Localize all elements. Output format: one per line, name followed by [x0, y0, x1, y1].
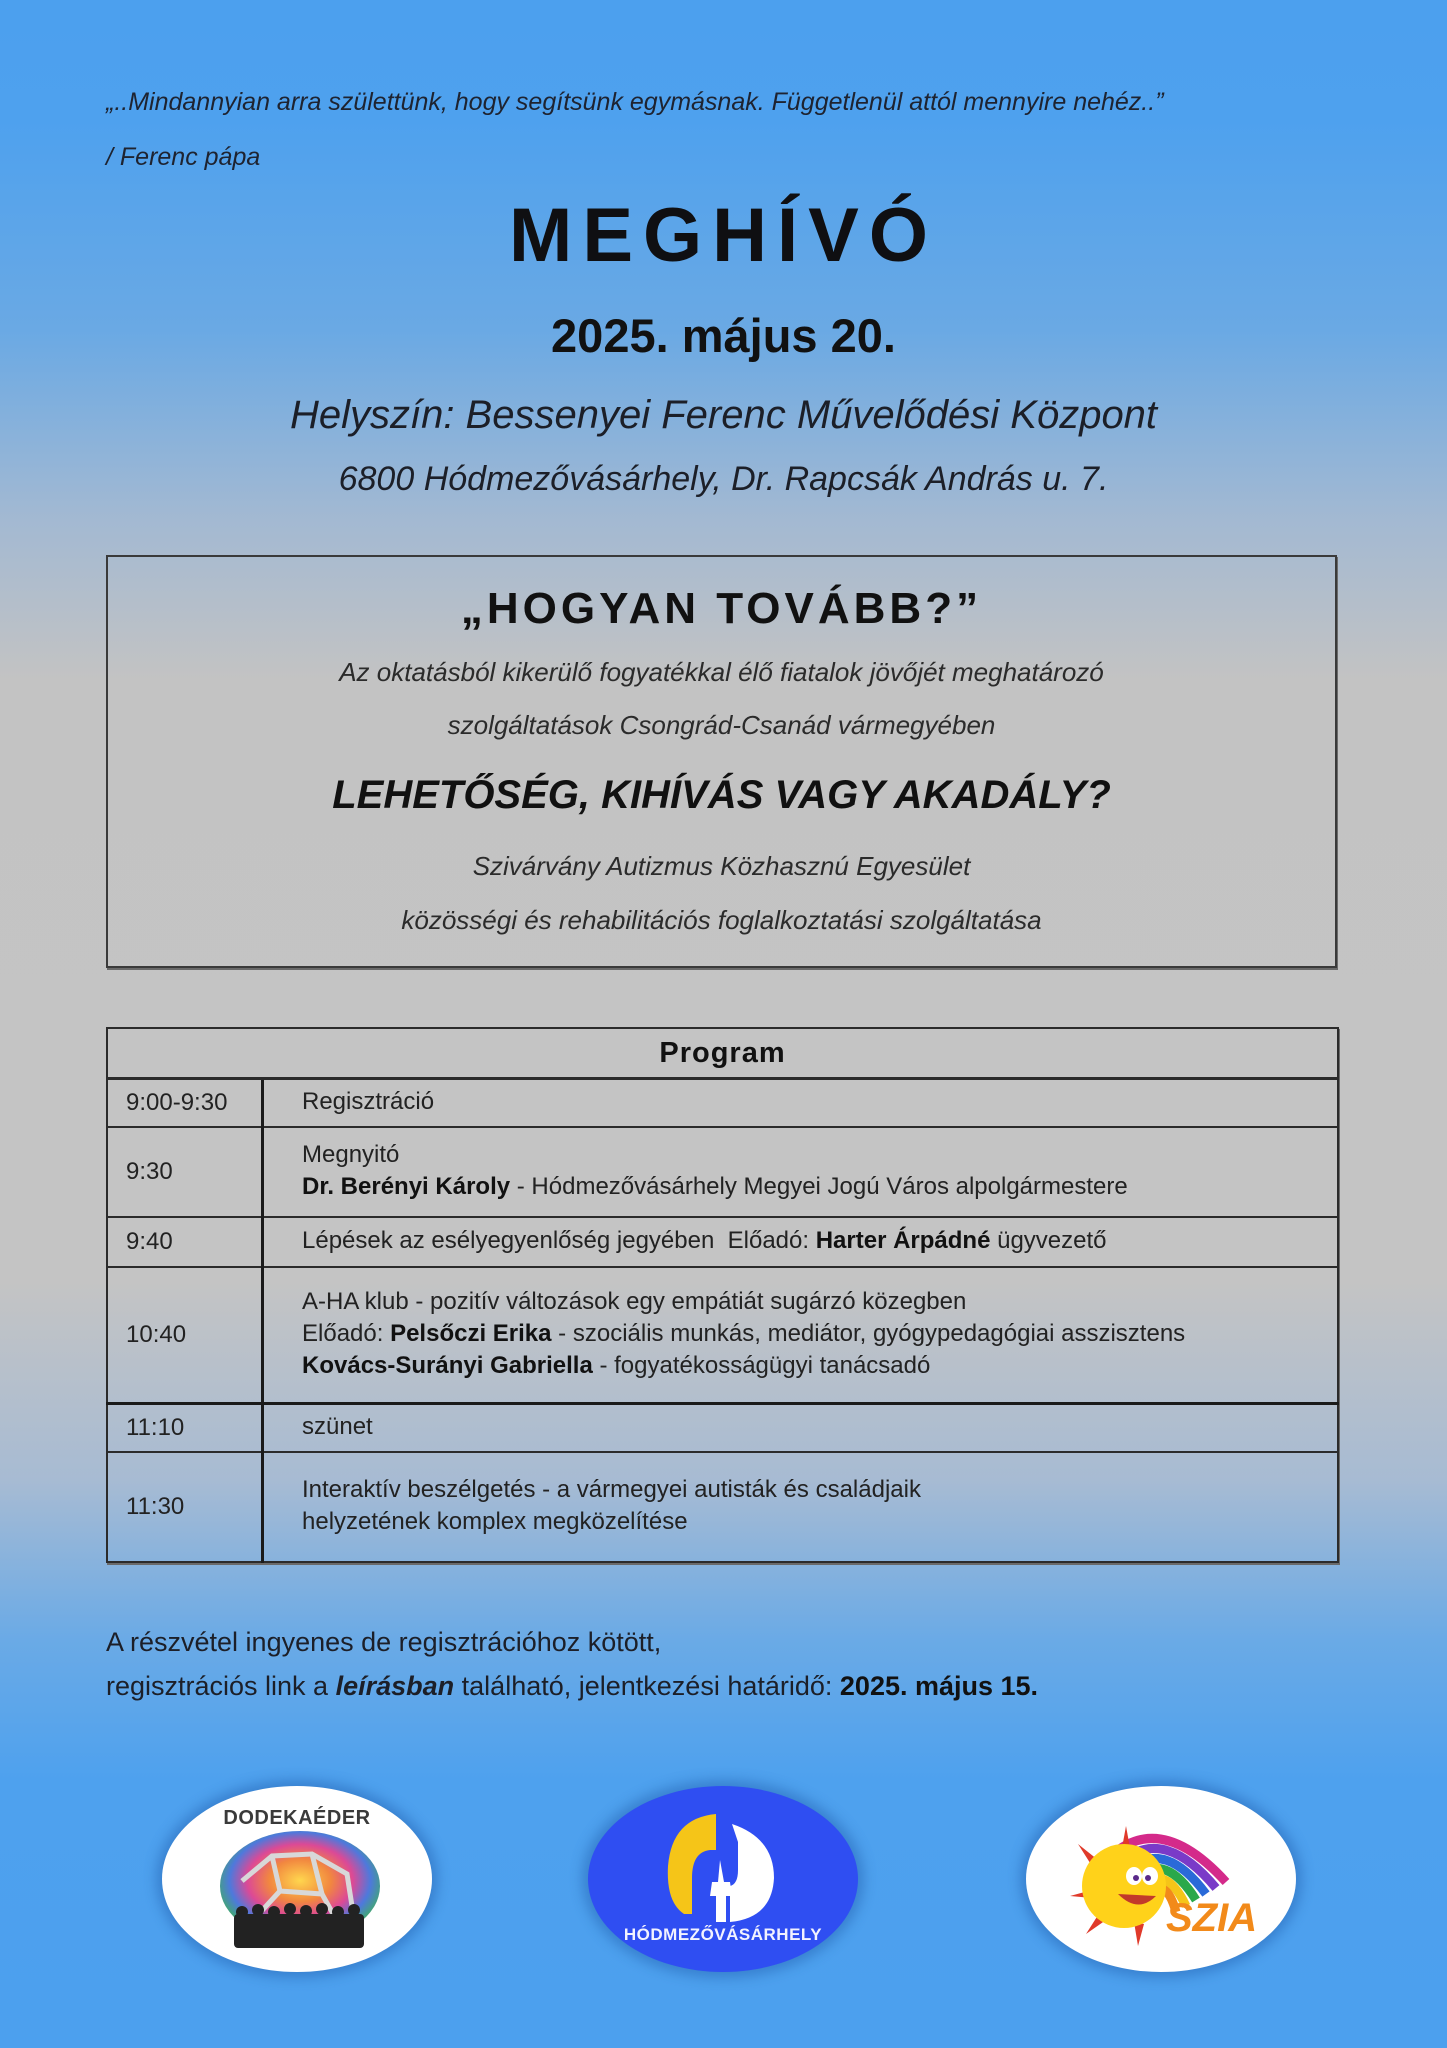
notice-line1: A részvétel ingyenes de regisztrációhoz kötött, — [106, 1627, 662, 1657]
program-description-line — [302, 1086, 1336, 1118]
organizer-line1: Szivárvány Autizmus Közhasznú Egyesület — [472, 851, 971, 881]
program-description-line — [302, 1350, 1336, 1382]
dodekaeder-globe-icon — [162, 1786, 432, 1972]
hodmezovasarhely-logo — [588, 1786, 858, 1972]
dodekaeder-logo-text: DODEKAÉDER — [223, 1807, 371, 1829]
program-text: helyzetének komplex megközelítése — [302, 1507, 688, 1535]
program-time: 11:10 — [107, 1404, 263, 1452]
program-description — [263, 1127, 1339, 1217]
program-text: - fogyatékosságügyi tanácsadó — [592, 1351, 931, 1379]
speaker-name: Pelsőczi Erika — [390, 1319, 552, 1347]
speaker-name: Dr. Berényi Károly — [302, 1172, 511, 1200]
program-description-line — [302, 1318, 1336, 1350]
program-description-line — [302, 1286, 1336, 1318]
program-description-line — [302, 1411, 1336, 1443]
program-text: A-HA klub - pozitív változások egy empátiát sugárzó közegben — [302, 1287, 967, 1315]
program-time: 9:30 — [107, 1127, 263, 1217]
program-header: Program — [107, 1028, 1338, 1079]
program-description — [263, 1404, 1339, 1452]
description-link[interactable]: leírásban — [335, 1671, 455, 1701]
program-description-line — [302, 1225, 1336, 1257]
speaker-name: Harter Árpádné — [815, 1226, 991, 1254]
program-body — [107, 1079, 1338, 1562]
program-text: Lépések az esélyegyenlőség jegyében Előadó: — [302, 1226, 816, 1254]
organizer-line2: közösségi és rehabilitációs foglalkoztatási szolgáltatása — [401, 905, 1042, 935]
topic-subtitle-line2: szolgáltatások Csongrád-Csanád vármegyében — [447, 710, 996, 740]
quote-text: „..Mindannyian arra születtünk, hogy segítsünk egymásnak. Függetlenül attól mennyire nehéz..” — [106, 88, 1164, 116]
registration-deadline: 2025. május 15. — [839, 1671, 1039, 1701]
event-date: 2025. május 20. — [551, 309, 896, 362]
topic-subtitle-line1: Az oktatásból kikerülő fogyatékkal élő fiatalok jövőjét meghatározó — [339, 657, 1104, 687]
quote-author: / Ferenc pápa — [106, 143, 261, 171]
program-row — [107, 1079, 1338, 1127]
program-text: - Hódmezővásárhely Megyei Jogú Város alpolgármestere — [510, 1172, 1128, 1200]
topic-title: „HOGYAN TOVÁBB?” — [460, 584, 983, 633]
program-description — [263, 1079, 1339, 1127]
sun-rainbow-icon — [1026, 1786, 1296, 1972]
notice-middle: található, jelentkezési határidő: — [454, 1671, 840, 1701]
topic-box — [106, 555, 1337, 968]
event-venue: Helyszín: Bessenyei Ferenc Művelődési Központ — [289, 393, 1158, 437]
program-row — [107, 1452, 1338, 1562]
szia-logo — [1026, 1786, 1296, 1972]
program-time: 9:00-9:30 — [107, 1079, 263, 1127]
program-description-line — [302, 1139, 1336, 1171]
program-text: szünet — [302, 1412, 373, 1440]
notice-prefix: regisztrációs link a — [106, 1671, 336, 1701]
hodmezovasarhely-logo-text: HÓDMEZŐVÁSÁRHELY — [623, 1925, 823, 1944]
hodmezovasarhely-emblem-icon — [588, 1786, 858, 1972]
notice-line2 — [106, 1664, 1038, 1708]
program-text: ügyvezető — [990, 1226, 1107, 1254]
szia-logo-text: SZIA — [1166, 1896, 1258, 1940]
program-text: - szociális munkás, mediátor, gyógypedagógiai asszisztens — [551, 1319, 1186, 1347]
program-description-line — [302, 1474, 1336, 1506]
program-time: 9:40 — [107, 1217, 263, 1267]
program-time: 11:30 — [107, 1452, 263, 1562]
program-table — [106, 1027, 1339, 1563]
program-text: Interaktív beszélgetés - a vármegyei autisták és családjaik — [302, 1475, 921, 1503]
program-text: Előadó: — [302, 1319, 391, 1347]
program-text: Regisztráció — [302, 1087, 435, 1115]
program-description — [263, 1267, 1339, 1404]
program-row — [107, 1404, 1338, 1452]
program-description-line — [302, 1506, 1336, 1538]
registration-notice — [106, 1620, 1038, 1708]
program-row — [107, 1127, 1338, 1217]
speaker-name: Kovács-Surányi Gabriella — [302, 1351, 593, 1379]
dodekaeder-logo — [162, 1786, 432, 1972]
program-description-line — [302, 1171, 1336, 1203]
program-description — [263, 1217, 1339, 1267]
event-address: 6800 Hódmezővásárhely, Dr. Rapcsák András u. 7. — [338, 460, 1109, 498]
program-row — [107, 1267, 1338, 1404]
program-text: Megnyitó — [302, 1140, 400, 1168]
program-time: 10:40 — [107, 1267, 263, 1404]
program-description — [263, 1452, 1339, 1562]
program-row — [107, 1217, 1338, 1267]
topic-question: LEHETŐSÉG, KIHÍVÁS VAGY AKADÁLY? — [332, 773, 1111, 817]
page-title: MEGHÍVÓ — [509, 193, 938, 278]
